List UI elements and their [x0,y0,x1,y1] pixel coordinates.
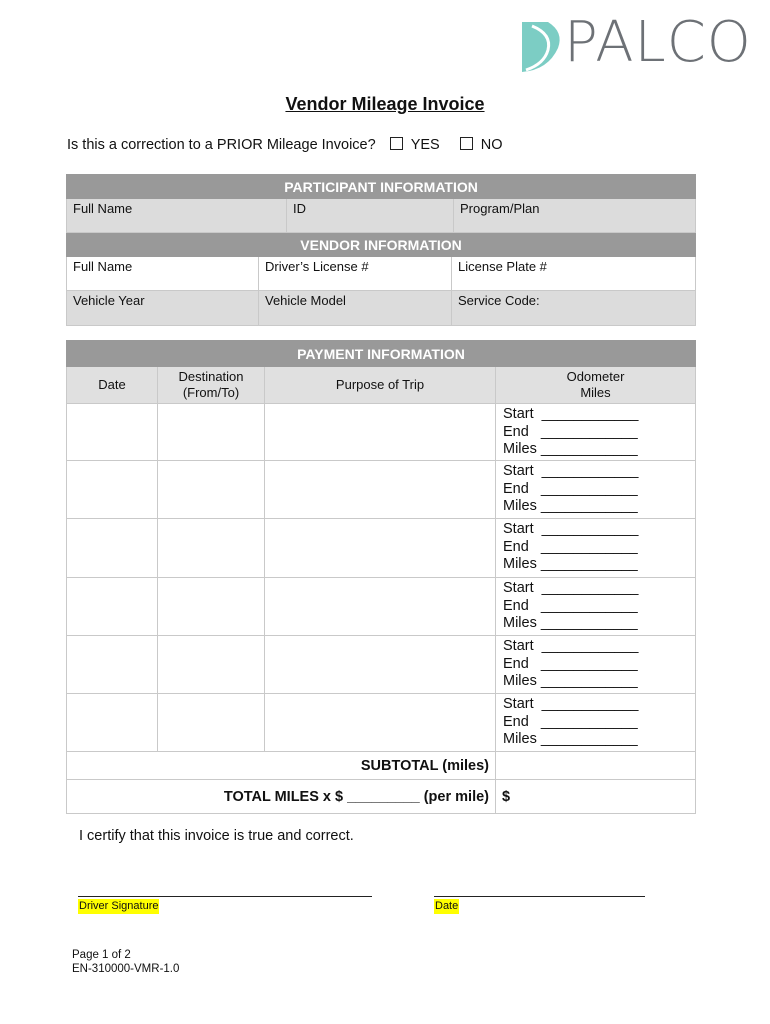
odometer-miles-line: Miles ____________ [503,498,638,514]
purpose-cell[interactable] [265,461,496,519]
date-cell[interactable] [67,519,158,578]
purpose-cell[interactable] [265,694,496,752]
purpose-column-header: Purpose of Trip [265,367,496,404]
trip-row [67,636,696,694]
participant-full-name-label: Full Name [73,201,133,216]
vehicle-model-label: Vehicle Model [265,293,346,308]
odometer-end-line: End ____________ [503,480,638,497]
vehicle-year-label: Vehicle Year [73,293,145,308]
odometer-miles-line: Miles ____________ [503,441,638,457]
odometer-miles-line: Miles ____________ [503,615,638,631]
odometer-end-line: End ____________ [503,713,638,730]
vehicle-year-field[interactable] [67,291,259,326]
odometer-end-line: End ____________ [503,597,638,614]
no-label: NO [480,137,503,153]
total-label: TOTAL MILES x $ _________ (per mile) [67,780,496,814]
purpose-cell[interactable] [265,578,496,636]
participant-vendor-table [66,174,696,326]
odometer-start-line: Start ____________ [503,638,639,654]
participant-id-label: ID [293,201,306,216]
odometer-cell[interactable] [496,636,696,694]
vendor-full-name-field[interactable] [67,257,259,291]
participant-program-field[interactable] [454,199,696,233]
date-cell[interactable] [67,578,158,636]
destination-cell[interactable] [158,578,265,636]
purpose-cell[interactable] [265,519,496,578]
trip-row [67,578,696,636]
destination-column-header: Destination (From/To) [158,367,265,404]
logo-wordmark: PALCO [564,10,752,75]
participant-program-label: Program/Plan [460,201,540,216]
odometer-cell[interactable] [496,578,696,636]
total-currency: $ [502,788,511,805]
payment-header: PAYMENT INFORMATION [67,341,696,367]
destination-cell[interactable] [158,461,265,519]
yes-checkbox[interactable] [390,137,403,150]
participant-id-field[interactable] [287,199,454,233]
vendor-full-name-label: Full Name [73,259,133,274]
page-number: Page 1 of 2 [72,949,131,961]
page-footer [72,948,179,976]
destination-cell[interactable] [158,404,265,461]
trip-row [67,519,696,578]
odometer-start-line: Start ____________ [503,580,639,596]
participant-full-name-field[interactable] [67,199,287,233]
driver-signature-line[interactable] [78,896,372,897]
odometer-miles-line: Miles ____________ [503,673,638,689]
odometer-cell[interactable] [496,404,696,461]
yes-label: YES [410,137,440,153]
date-signature-line[interactable] [434,896,645,897]
odometer-column-header: Odometer Miles [496,367,696,404]
vendor-header: VENDOR INFORMATION [67,233,696,257]
subtotal-label: SUBTOTAL (miles) [67,752,496,780]
trip-row [67,461,696,519]
odometer-cell[interactable] [496,519,696,578]
total-value-field[interactable] [496,780,696,814]
service-code-label: Service Code: [458,293,540,308]
correction-question-text: Is this a correction to a PRIOR Mileage Invoice? [67,137,376,153]
form-id: EN-310000-VMR-1.0 [72,963,180,975]
odometer-miles-line: Miles ____________ [503,556,638,572]
odometer-cell[interactable] [496,694,696,752]
page-title: Vendor Mileage Invoice [285,94,485,114]
certification-statement: I certify that this invoice is true and correct. [79,828,354,844]
payment-table [66,340,696,814]
trip-rows [67,404,696,752]
odometer-end-line: End ____________ [503,423,638,440]
vehicle-model-field[interactable] [259,291,452,326]
odometer-cell[interactable] [496,461,696,519]
purpose-cell[interactable] [265,636,496,694]
odometer-start-line: Start ____________ [503,406,639,422]
date-label: Date [435,900,459,912]
drivers-license-field[interactable] [259,257,452,291]
participant-header: PARTICIPANT INFORMATION [67,175,696,199]
odometer-start-line: Start ____________ [503,521,639,537]
date-cell[interactable] [67,461,158,519]
date-column-header: Date [67,367,158,404]
date-cell[interactable] [67,404,158,461]
date-cell[interactable] [67,694,158,752]
license-plate-label: License Plate # [458,259,547,274]
date-cell[interactable] [67,636,158,694]
destination-cell[interactable] [158,519,265,578]
driver-signature-label: Driver Signature [79,900,159,912]
drivers-license-label: Driver’s License # [265,259,369,274]
destination-cell[interactable] [158,694,265,752]
license-plate-field[interactable] [452,257,696,291]
odometer-start-line: Start ____________ [503,463,639,479]
no-checkbox[interactable] [460,137,473,150]
destination-cell[interactable] [158,636,265,694]
odometer-end-line: End ____________ [503,538,638,555]
odometer-start-line: Start ____________ [503,696,639,712]
odometer-miles-line: Miles ____________ [503,731,638,747]
odometer-end-line: End ____________ [503,655,638,672]
trip-row [67,404,696,461]
service-code-field[interactable] [452,291,696,326]
purpose-cell[interactable] [265,404,496,461]
correction-question [67,137,503,153]
trip-row [67,694,696,752]
subtotal-value-field[interactable] [496,752,696,780]
